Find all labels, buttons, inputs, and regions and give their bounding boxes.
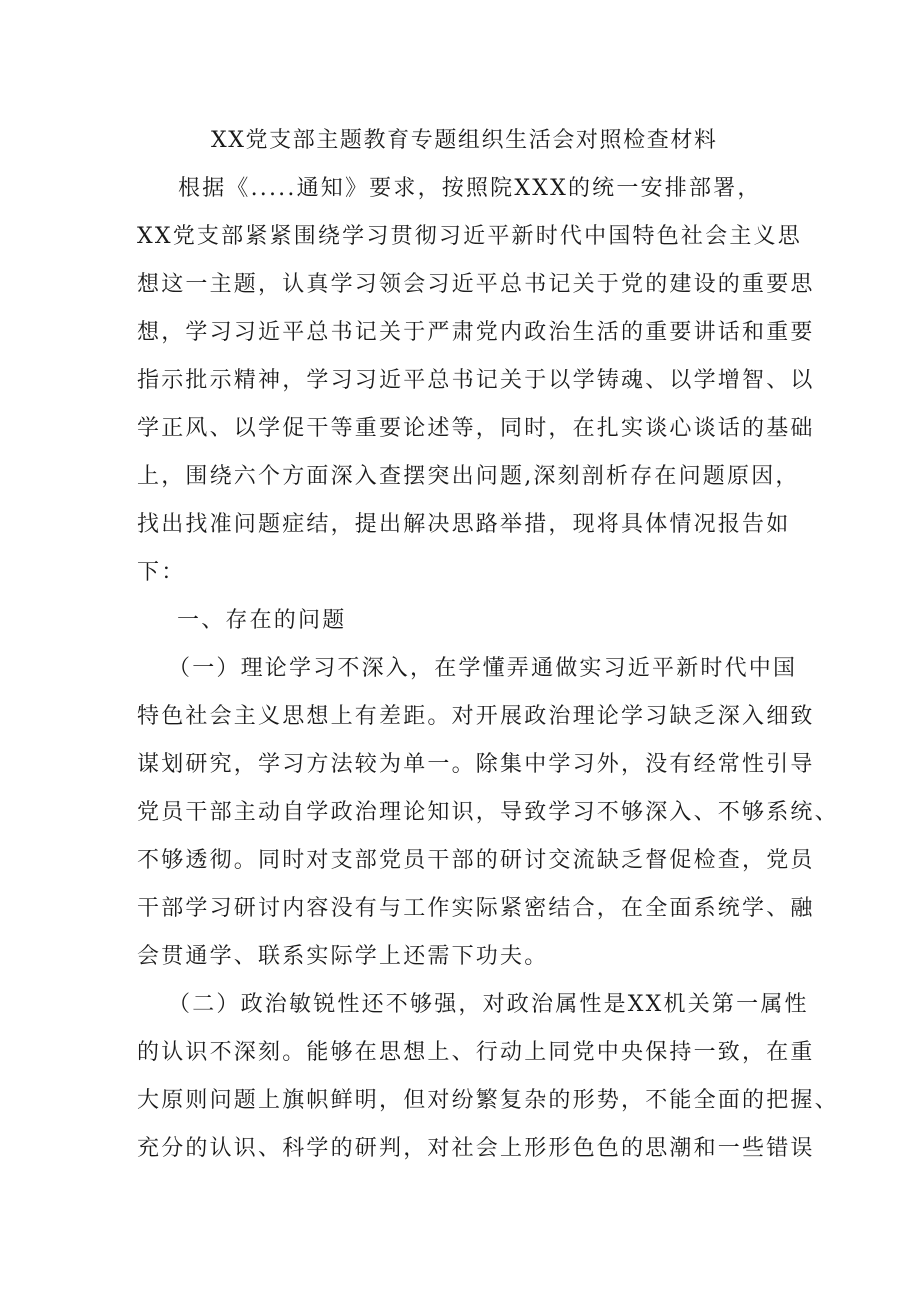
intro-line-8: 找出找准问题症结，提出解决思路举措，现将具体情况报告如 [137, 512, 791, 537]
intro-line-6: 学正风、以学促干等重要论述等，同时，在扎实谈心谈话的基础 [137, 416, 815, 441]
intro-line-2: XX党支部紧紧围绕学习贯彻习近平新时代中国特色社会主义思 [137, 224, 802, 249]
intro-line-1: 根据《.....通知》要求，按照院XXX的统一安排部署， [178, 176, 762, 201]
point-one-line-1: （一）理论学习不深入，在学懂弄通做实习近平新时代中国 [168, 656, 798, 681]
point-one-line-2: 特色社会主义思想上有差距。对开展政治理论学习缺乏深入细致 [137, 704, 815, 729]
intro-line-5: 指示批示精神，学习习近平总书记关于以学铸魂、以学增智、以 [137, 368, 815, 393]
point-one-line-6: 干部学习研讨内容没有与工作实际紧密结合，在全面系统学、融 [137, 896, 815, 921]
point-two-line-1: （二）政治敏锐性还不够强，对政治属性是XX机关第一属性 [168, 992, 809, 1017]
section-heading: 一、存在的问题 [177, 608, 347, 633]
point-two-line-2: 的认识不深刻。能够在思想上、行动上同党中央保持一致，在重 [137, 1040, 815, 1065]
document-title: XX党支部主题教育专题组织生活会对照检查材料 [211, 128, 718, 153]
point-one-line-4: 党员干部主动自学政治理论知识，导致学习不够深入、不够系统、 [137, 800, 839, 825]
intro-line-3: 想这一主题，认真学习领会习近平总书记关于党的建设的重要思 [137, 272, 815, 297]
intro-line-4: 想，学习习近平总书记关于严肃党内政治生活的重要讲话和重要 [137, 320, 815, 345]
point-one-line-5: 不够透彻。同时对支部党员干部的研讨交流缺乏督促检查，党员 [137, 848, 815, 873]
point-two-line-4: 充分的认识、科学的研判，对社会上形形色色的思潮和一些错误 [137, 1136, 815, 1161]
point-one-line-7: 会贯通学、联系实际学上还需下功夫。 [137, 944, 549, 969]
point-two-line-3: 大原则问题上旗帜鲜明，但对纷繁复杂的形势，不能全面的把握、 [137, 1088, 839, 1113]
intro-line-7: 上，围绕六个方面深入查摆突出问题,深刻剖析存在问题原因， [137, 464, 800, 489]
intro-line-9: 下： [137, 560, 186, 585]
point-one-line-3: 谋划研究，学习方法较为单一。除集中学习外，没有经常性引导 [137, 752, 815, 777]
